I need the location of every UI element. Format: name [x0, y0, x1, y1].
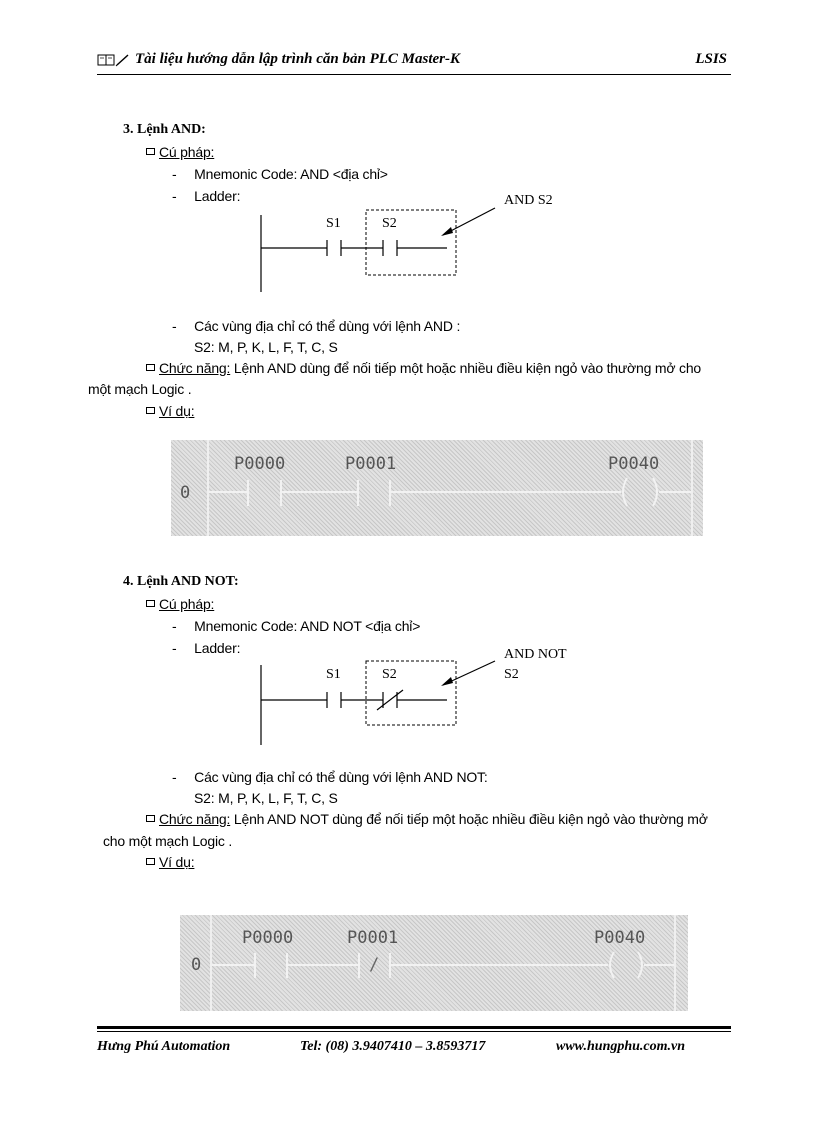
bullet-icon — [146, 858, 155, 865]
address-line-and-not — [172, 769, 488, 785]
contact-label-s2: S2 — [382, 216, 397, 231]
plc-example-and-not — [180, 915, 688, 1011]
contact-label-s1: S1 — [326, 667, 341, 682]
contact-address-a: P0000 — [242, 928, 294, 948]
example-label: Ví dụ: — [159, 403, 195, 419]
coil-address: P0040 — [608, 454, 660, 474]
example-heading-and-not — [146, 854, 194, 870]
syntax-label: Cú pháp: — [159, 596, 215, 612]
dash-bullet: - — [172, 618, 177, 634]
callout-label-and: AND S2 — [504, 193, 553, 208]
plc-coil — [610, 952, 642, 978]
dash-bullet: - — [172, 166, 177, 182]
bullet-icon — [146, 148, 155, 155]
plc-contact-a — [255, 953, 287, 978]
ladder-line-and-not — [172, 640, 240, 656]
plc-contact-b — [358, 480, 390, 506]
plc-example-and — [171, 440, 703, 536]
plc-rung-and — [171, 440, 703, 536]
syntax-heading-and-not — [146, 596, 214, 612]
mnemonic-text: Mnemonic Code: AND <địa chỉ> — [194, 166, 388, 182]
footer-company: Hưng Phú Automation — [97, 1039, 231, 1054]
address-list-and-not: S2: M, P, K, L, F, T, C, S — [194, 790, 338, 806]
address-intro: Các vùng địa chỉ có thể dùng với lệnh AND NOT: — [194, 769, 488, 785]
contact-s1-symbol — [327, 692, 341, 708]
footer-phone: Tel: (08) 3.9407410 – 3.8593717 — [300, 1039, 486, 1054]
ladder-label: Ladder: — [194, 640, 241, 656]
function-label: Chức năng: — [159, 360, 231, 376]
plc-contact-a — [248, 480, 281, 506]
footer-website: www.hungphu.com.vn — [556, 1039, 686, 1054]
ladder-line-and — [172, 188, 240, 204]
footer-divider-thin — [97, 1031, 731, 1032]
example-label: Ví dụ: — [159, 854, 195, 870]
address-intro: Các vùng địa chỉ có thể dùng với lệnh AND : — [194, 318, 461, 334]
negation-mark: / — [369, 955, 380, 975]
dash-bullet: - — [172, 318, 177, 334]
syntax-label: Cú pháp: — [159, 144, 215, 160]
book-pen-icon — [97, 53, 131, 67]
address-line-and — [172, 318, 460, 334]
mnemonic-line-and — [172, 166, 388, 182]
function-text: Lệnh AND NOT dùng để nối tiếp một hoặc nhiều điều kiện ngỏ vào thường mở — [230, 811, 708, 827]
ladder-diagram-and-not — [255, 655, 585, 750]
arrow-head-icon — [441, 227, 453, 236]
page-header — [97, 50, 731, 72]
bullet-icon — [146, 600, 155, 607]
coil-address: P0040 — [594, 928, 646, 948]
function-line-and-2: một mạch Logic . — [88, 381, 192, 397]
function-line-and — [146, 360, 701, 376]
plc-rung-and-not — [180, 915, 688, 1011]
highlight-box — [366, 210, 456, 275]
footer-divider-thick — [97, 1026, 731, 1029]
section-title-and: 3. Lệnh AND: — [123, 122, 206, 137]
bullet-icon — [146, 407, 155, 414]
mnemonic-line-and-not — [172, 618, 420, 634]
contact-label-s2: S2 — [382, 667, 397, 682]
plc-coil — [623, 478, 657, 506]
dash-bullet: - — [172, 188, 177, 204]
dash-bullet: - — [172, 769, 177, 785]
contact-address-b: P0001 — [347, 928, 399, 948]
bullet-icon — [146, 815, 155, 822]
callout-label-and-not-1: AND NOT — [504, 647, 567, 662]
function-line-and-not — [146, 811, 708, 827]
mnemonic-text: Mnemonic Code: AND NOT <địa chỉ> — [194, 618, 421, 634]
step-number: 0 — [191, 955, 202, 975]
section-title-and-not: 4. Lệnh AND NOT: — [123, 574, 239, 589]
plc-contact-b-nc — [359, 953, 390, 978]
brand-name: LSIS — [695, 51, 727, 67]
arrow-head-icon — [441, 677, 453, 686]
contact-s2-symbol — [383, 240, 397, 256]
contact-label-s1: S1 — [326, 216, 341, 231]
function-text: Lệnh AND dùng để nối tiếp một hoặc nhiều điều kiện ngỏ vào thường mở cho — [230, 360, 701, 376]
ladder-label: Ladder: — [194, 188, 241, 204]
address-list-and: S2: M, P, K, L, F, T, C, S — [194, 339, 338, 355]
header-divider — [97, 74, 731, 75]
document-title: Tài liệu hướng dẫn lập trình căn bản PLC Master-K — [135, 51, 461, 67]
contact-address-a: P0000 — [234, 454, 286, 474]
example-heading-and — [146, 403, 194, 419]
function-line-and-not-2: cho một mạch Logic . — [103, 833, 233, 849]
syntax-heading-and — [146, 144, 214, 160]
bullet-icon — [146, 364, 155, 371]
ladder-diagram-and — [255, 205, 585, 300]
function-label: Chức năng: — [159, 811, 231, 827]
highlight-box — [366, 661, 456, 725]
dash-bullet: - — [172, 640, 177, 656]
contact-s1-symbol — [327, 240, 341, 256]
step-number: 0 — [180, 483, 191, 503]
callout-label-and-not-2: S2 — [504, 667, 519, 682]
contact-address-b: P0001 — [345, 454, 397, 474]
